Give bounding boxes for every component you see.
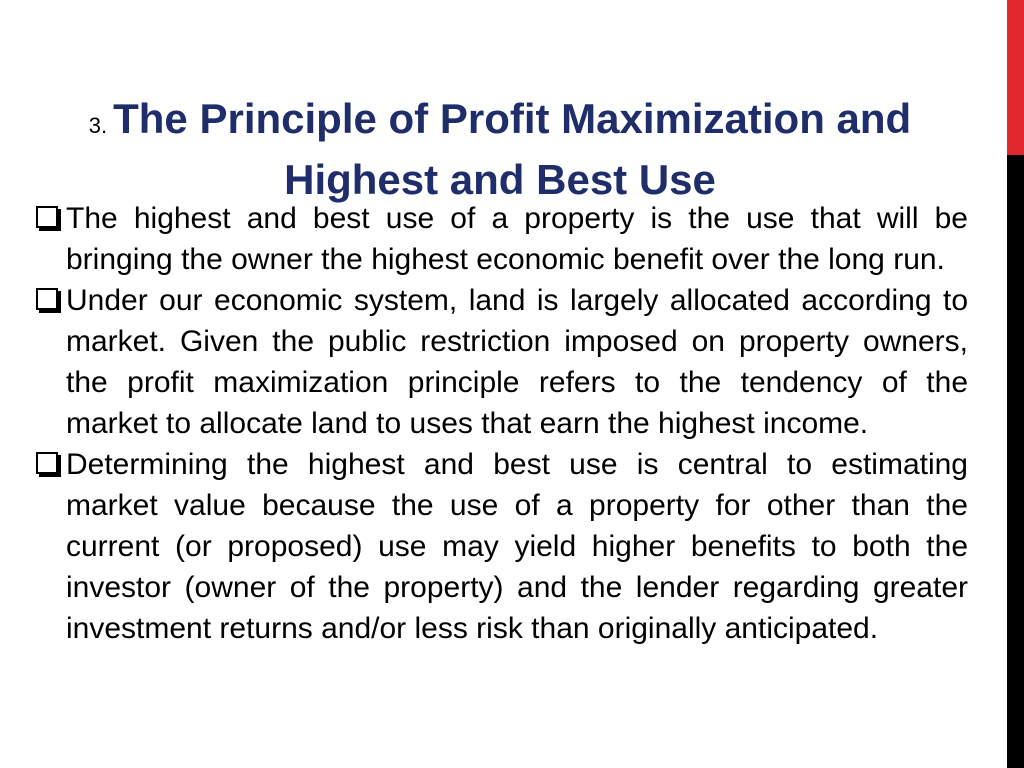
bullet-item xyxy=(34,198,968,280)
bullet-list xyxy=(34,198,968,649)
edge-accent xyxy=(1007,0,1024,155)
checkbox-square-icon xyxy=(36,206,58,228)
bullet-text: The highest and best use of a property is the use that will be bringing the owner the highest economic benefit over the long run. xyxy=(66,202,968,276)
checkbox-square-icon xyxy=(36,288,58,310)
checkbox-square-icon xyxy=(36,452,58,474)
title-text: The Principle of Profit Maximization and Highest and Best Use xyxy=(113,95,912,203)
title-number: 3. xyxy=(88,113,108,138)
bullet-text: Under our economic system, land is largely allocated according to market. Given the public restriction imposed on property owners, the profit maximization principle refers to the tendency of the market to allocate land to uses that earn the highest income. xyxy=(66,284,968,440)
slide-title xyxy=(40,92,960,207)
bullet-text: Determining the highest and best use is central to estimating market value because the use of a property for other than the current (or proposed) use may yield higher benefits to both the investor (owner of the property) and the lender regarding greater investment returns and/or less risk than originally anticipated. xyxy=(66,448,968,645)
bullet-item xyxy=(34,280,968,444)
edge-bar xyxy=(1007,0,1024,768)
bullet-item xyxy=(34,444,968,649)
